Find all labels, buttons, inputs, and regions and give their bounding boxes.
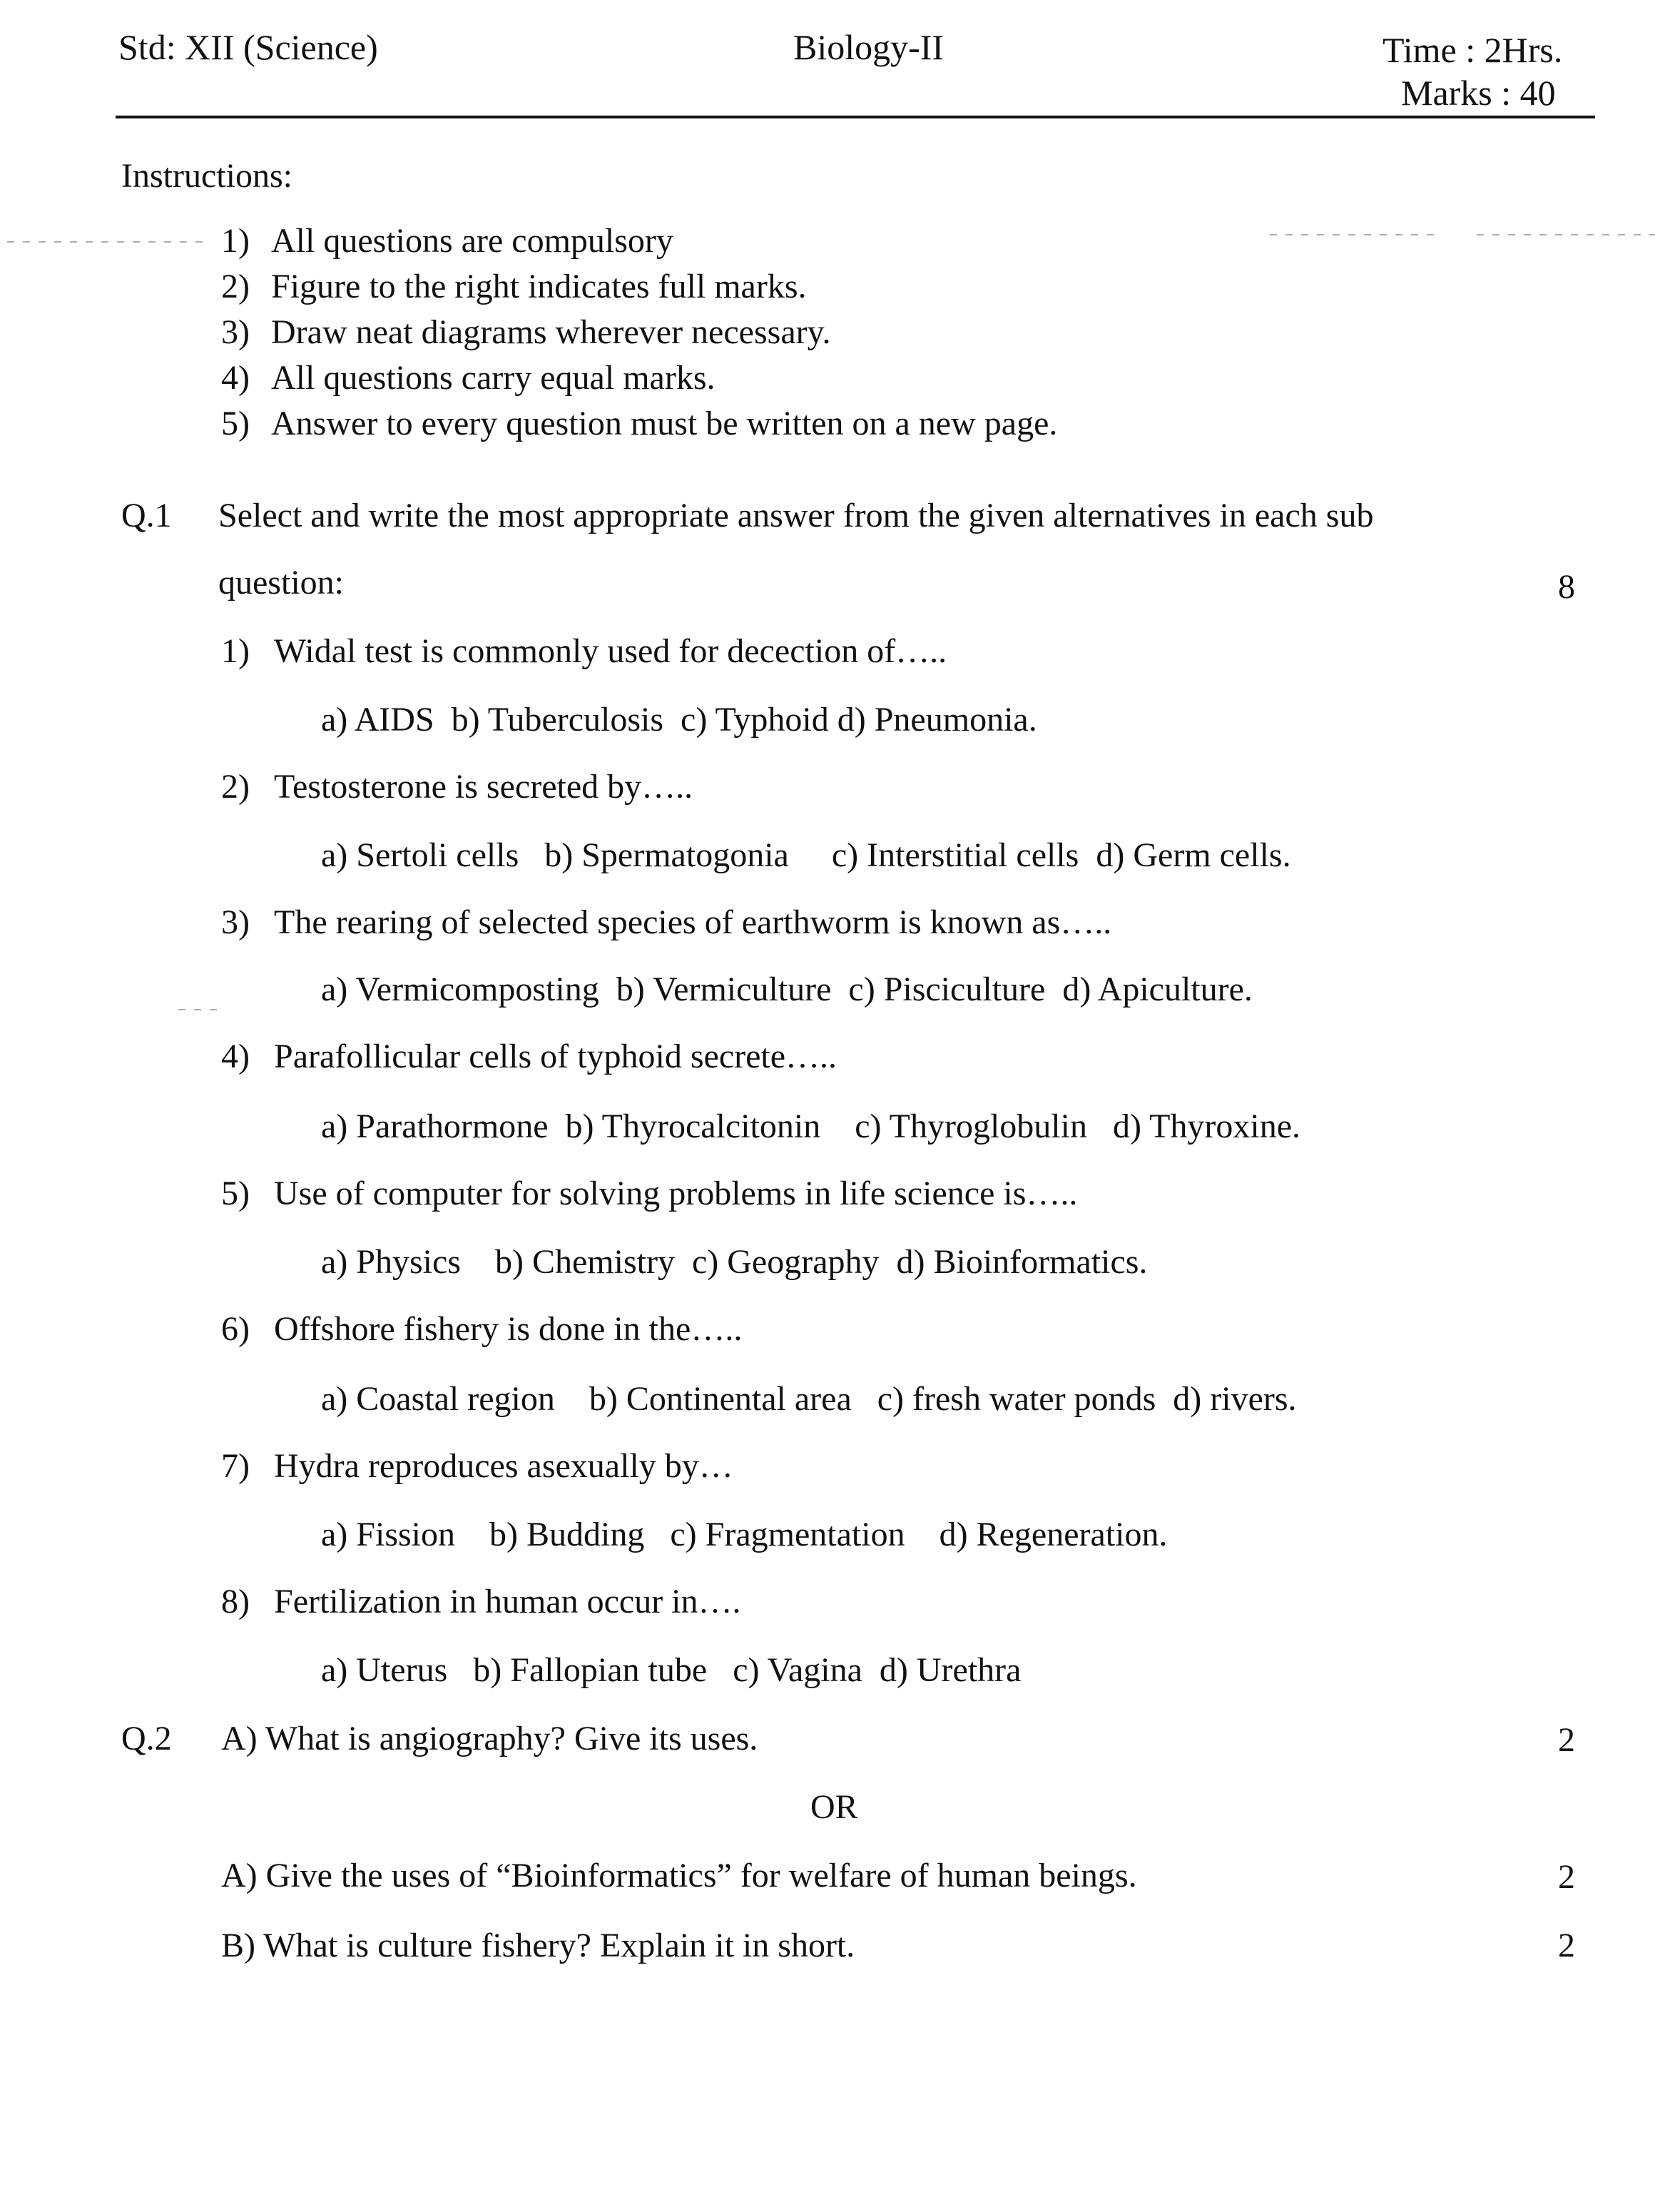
q1-item-options: a) Parathormone b) Thyrocalcitonin c) Thyroglobulin d) Thyroxine. — [321, 1107, 1301, 1145]
instruction-item — [221, 401, 1057, 447]
q1-item-question: Testosterone is secreted by….. — [274, 768, 693, 806]
instruction-text: Draw neat diagrams wherever necessary. — [271, 313, 831, 351]
q1-item-question: Hydra reproduces asexually by… — [274, 1447, 733, 1485]
q2-label: Q.2 — [121, 1720, 172, 1757]
instruction-text: All questions are compulsory — [271, 222, 673, 260]
instruction-text: All questions carry equal marks. — [271, 359, 716, 397]
scan-artifact-line — [1477, 234, 1655, 235]
q1-item-number: 3) — [221, 903, 250, 941]
q1-marks: 8 — [1558, 568, 1575, 606]
scan-artifact-line — [178, 1009, 221, 1010]
q2-b-marks: 2 — [1558, 1927, 1575, 1964]
q1-item-options: a) Fission b) Budding c) Fragmentation d) Regeneration. — [321, 1516, 1168, 1553]
header-rule — [116, 116, 1595, 118]
q2-a2-marks: 2 — [1558, 1858, 1575, 1896]
instruction-number: 5) — [221, 405, 250, 442]
q1-item-number: 8) — [221, 1583, 250, 1620]
q1-prompt-line2: question: — [218, 564, 344, 602]
q1-item-options: a) Uterus b) Fallopian tube c) Vagina d) Urethra — [321, 1651, 1022, 1689]
instruction-item — [221, 310, 1057, 355]
instruction-text: Figure to the right indicates full marks. — [271, 268, 807, 305]
q1-item — [221, 1446, 733, 1487]
q1-item — [221, 1036, 837, 1077]
q1-item — [221, 766, 693, 808]
header-time: Time : 2Hrs. — [1382, 30, 1563, 70]
scan-artifact-line — [1270, 234, 1441, 235]
header-std: Std: XII (Science) — [118, 27, 378, 67]
q1-item-options: a) Sertoli cells b) Spermatogonia c) Interstitial cells d) Germ cells. — [321, 836, 1291, 874]
q1-item-question: Use of computer for solving problems in life science is….. — [274, 1175, 1078, 1212]
q1-item — [221, 631, 947, 672]
instructions-list — [221, 218, 1057, 447]
q1-item-number: 4) — [221, 1037, 250, 1075]
instruction-number: 3) — [221, 313, 250, 351]
q1-item — [221, 1173, 1077, 1214]
q1-item-options: a) Physics b) Chemistry c) Geography d) Bioinformatics. — [321, 1243, 1148, 1281]
instruction-number: 1) — [221, 222, 250, 260]
q1-item-question: Parafollicular cells of typhoid secrete….. — [274, 1037, 837, 1075]
q1-item-number: 5) — [221, 1175, 250, 1212]
q1-item-number: 6) — [221, 1310, 250, 1348]
q2-or: OR — [810, 1788, 858, 1826]
instruction-number: 2) — [221, 268, 250, 305]
q1-item-question: Fertilization in human occur in…. — [274, 1583, 741, 1620]
q1-item-options: a) AIDS b) Tuberculosis c) Typhoid d) Pneumonia. — [321, 701, 1037, 739]
q1-item-number: 7) — [221, 1447, 250, 1485]
q1-prompt-line1: Select and write the most appropriate answer from the given alternatives in each sub — [218, 497, 1374, 534]
q1-item-question: Widal test is commonly used for decection of….. — [274, 632, 947, 670]
q1-item-options: a) Coastal region b) Continental area c) fresh water ponds d) rivers. — [321, 1380, 1297, 1418]
header-marks: Marks : 40 — [1401, 73, 1556, 113]
q1-label: Q.1 — [121, 497, 172, 534]
instruction-item — [221, 218, 1057, 264]
instructions-title: Instructions: — [121, 157, 292, 195]
instruction-item — [221, 264, 1057, 310]
q1-item-options: a) Vermicomposting b) Vermiculture c) Pisciculture d) Apiculture. — [321, 970, 1253, 1008]
scan-artifact-line — [7, 241, 207, 243]
q1-item-question: Offshore fishery is done in the….. — [274, 1310, 743, 1348]
q2-b-text: B) What is culture fishery? Explain it in short. — [221, 1927, 855, 1964]
q2-a1-marks: 2 — [1558, 1721, 1575, 1759]
q1-item-question: The rearing of selected species of earthworm is known as….. — [274, 903, 1112, 941]
q2-a2-text: A) Give the uses of “Bioinformatics” for welfare of human beings. — [221, 1857, 1137, 1894]
q1-item-number: 1) — [221, 632, 250, 670]
q1-item-number: 2) — [221, 768, 250, 806]
q2-a1-text: A) What is angiography? Give its uses. — [221, 1720, 758, 1757]
instruction-item — [221, 355, 1057, 401]
header-subject: Biology-II — [793, 27, 944, 67]
q1-item — [221, 1309, 742, 1350]
q1-item — [221, 902, 1111, 943]
instruction-number: 4) — [221, 359, 250, 397]
instruction-text: Answer to every question must be written on a new page. — [271, 405, 1058, 442]
q1-item — [221, 1581, 741, 1623]
